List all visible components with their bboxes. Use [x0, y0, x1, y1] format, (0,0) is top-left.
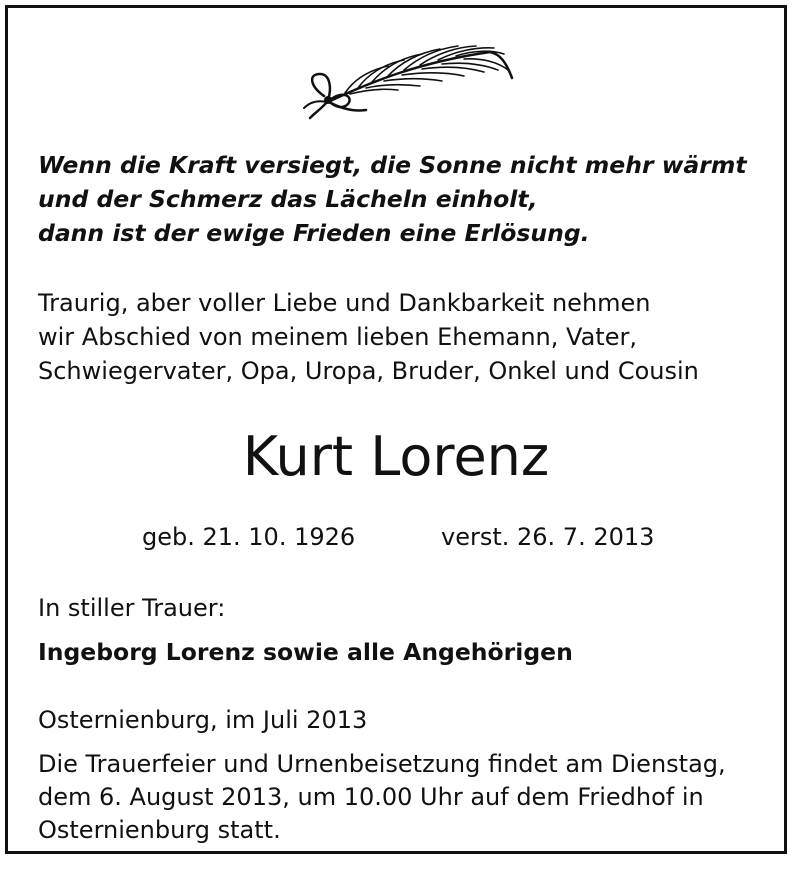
intro-text: Traurig, aber voller Liebe und Dankbarkeit nehmen wir Abschied von meinem lieben Ehemann, Vater, Schwiegervater, Opa, Uropa, Bruder, Onkel und Cousin — [38, 289, 699, 385]
place-date: Osternienburg, im Juli 2013 — [38, 706, 368, 734]
death-date: verst. 26. 7. 2013 — [441, 523, 655, 551]
motto-verse: Wenn die Kraft versiegt, die Sonne nicht mehr wärmt und der Schmerz das Lächeln einholt, dann ist der ewige Frieden eine Erlösung. — [38, 151, 747, 247]
mourners: Ingeborg Lorenz sowie alle Angehörigen — [38, 638, 573, 666]
birth-date: geb. 21. 10. 1926 — [142, 523, 356, 551]
mourning-label: In stiller Trauer: — [38, 594, 226, 622]
obituary-notice — [5, 5, 787, 854]
deceased-name: Kurt Lorenz — [242, 425, 550, 488]
palm-frond-with-bow-icon — [300, 38, 520, 122]
funeral-details: Die Trauerfeier und Urnenbeisetzung findet am Dienstag, dem 6. August 2013, um 10.00 Uhr auf dem Friedhof in Osternienburg statt. — [38, 750, 726, 844]
